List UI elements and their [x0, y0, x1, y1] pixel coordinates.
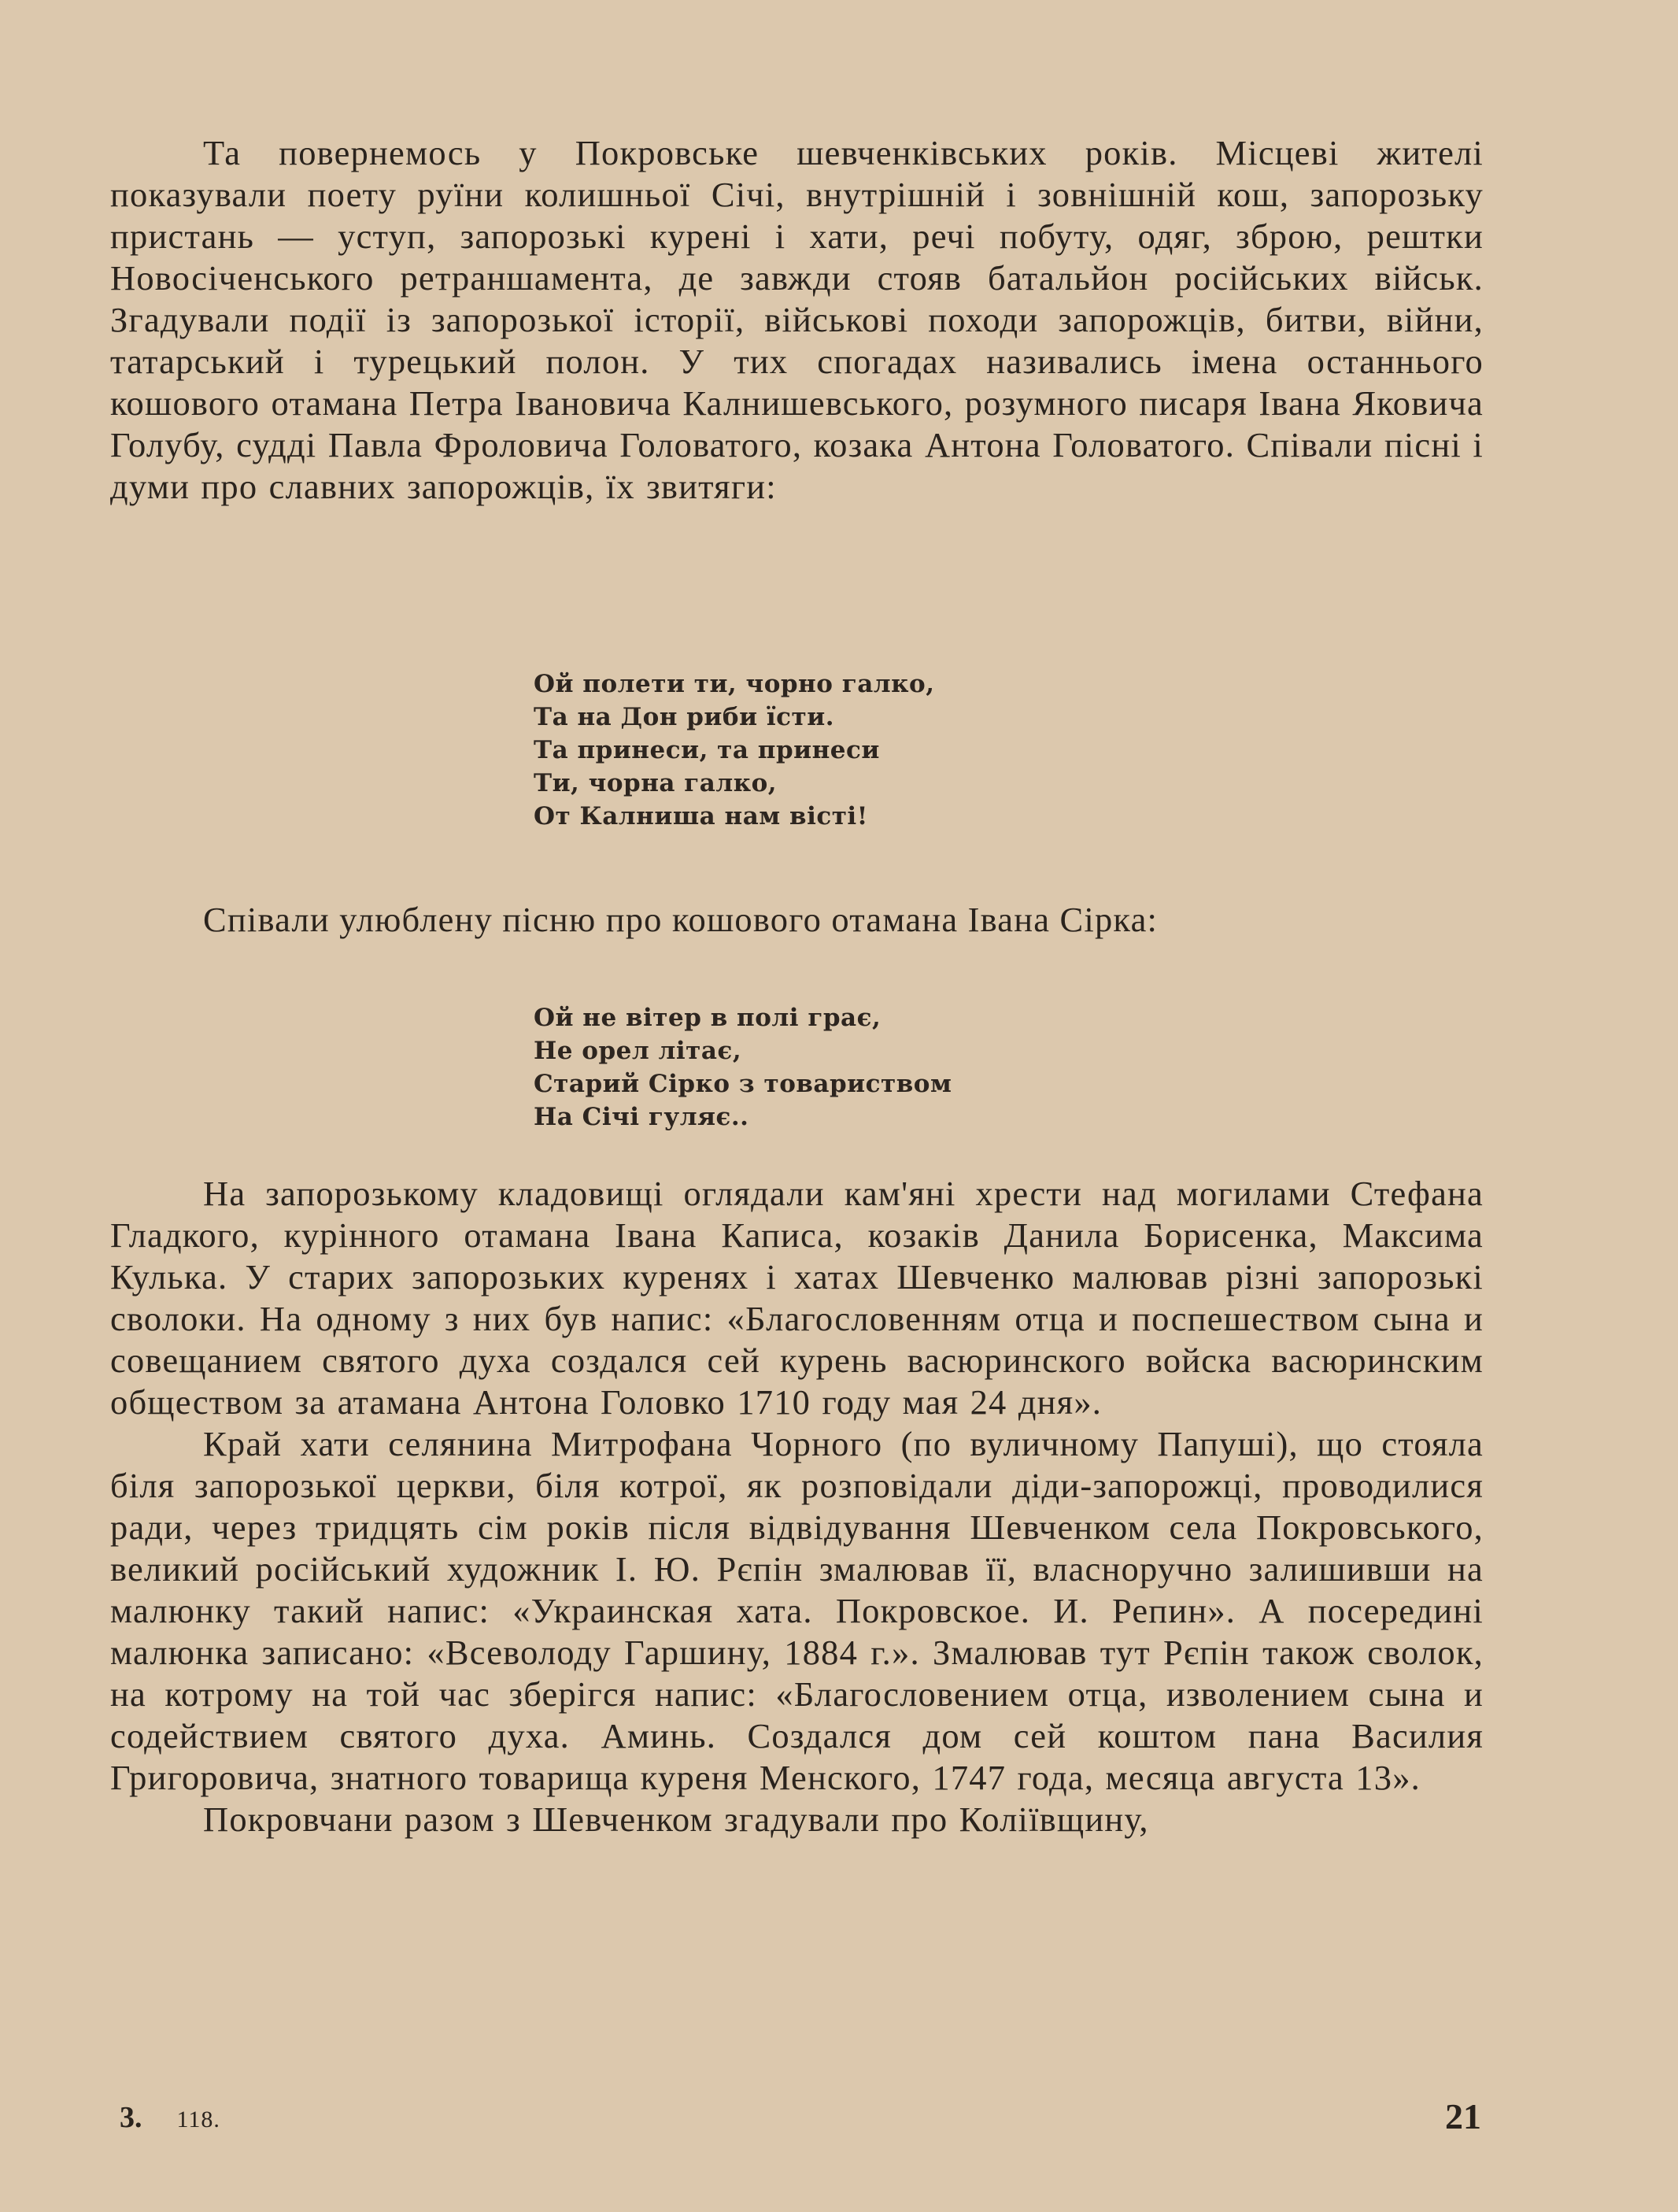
- paragraph-3: На запорозькому кладовищі оглядали кам'яні хрести над могилами Стефана Гладкого, курінного отамана Івана Каписа, козаків Данила Борисенка, Максима Кулька. У старих запорозьких куренях і хатах Шевченко малював різні запорозькі сволоки. На одному з них був напис: «Благословенням отца и поспешеством сына и совещанием святого духа создался сей курень васюринского войска васюринским обществом за атамана Антона Головко 1710 году мая 24 дня».: [110, 1174, 1484, 1422]
- verse-line: Та на Дон риби їсти.: [534, 703, 835, 731]
- verse-sirko: [534, 1001, 952, 1134]
- page-number: 21: [1445, 2096, 1481, 2136]
- text-block-1: [110, 132, 1484, 508]
- verse-line: От Калниша нам вісті!: [534, 802, 868, 830]
- paragraph-5: Покровчани разом з Шевченком згадували про Коліївщину,: [203, 1800, 1149, 1839]
- verse-line: На Січі гуляє..: [534, 1103, 749, 1131]
- paragraph-1: Та повернемось у Покровське шевченківських років. Місцеві жителі показували поету руїни колишньої Січі, внутрішній і зовнішній кош, запорозьку пристань — уступ, запорозькі курені і хати, речі побуту, одяг, зброю, рештки Новосіченського ретраншамента, де завжди стояв батальйон російських військ. Згадували події із запорозької історії, військові походи запорожців, битви, війни, татарський і турецький полон. У тих спогадах називались імена останнього кошового отамана Петра Івановича Калнишевського, розумного писаря Івана Яковича Голубу, судді Павла Фроловича Головатого, козака Антона Головатого. Співали пісні і думи про славних запорожців, їх звитяги:: [110, 133, 1484, 506]
- paragraph-4: Край хати селянина Митрофана Чорного (по вуличному Папуші), що стояла біля запорозької церкви, біля котрої, як розповідали діди-запорожці, проводилися ради, через тридцять сім років після відвідування Шевченком села Покровського, великий російський художник І. Ю. Рєпін змалював її, власноручно залишивши на малюнку такий напис: «Украинская хата. Покровское. И. Репин». А посередині малюнка записано: «Всеволоду Гаршину, 1884 г.». Змалював тут Рєпін також сволок, на котрому на той час зберігся напис: «Благословением отца, изволением сына и содействием святого духа. Аминь. Создался дом сей коштом пана Василия Григоровича, знатного товарища куреня Менского, 1747 года, месяца августа 13».: [110, 1424, 1484, 1797]
- verse-line: Ой не вітер в полі грає,: [534, 1004, 882, 1032]
- verse-line: Старий Сірко з товариством: [534, 1070, 952, 1098]
- signature-code: 118.: [176, 2107, 220, 2132]
- signature-mark: 3.: [120, 2101, 142, 2134]
- text-block-2: [110, 1173, 1484, 1840]
- printer-signature: [120, 2100, 220, 2135]
- paragraph-2: Співали улюблену пісню про кошового отамана Івана Сірка:: [203, 900, 1159, 939]
- verse-galka: [534, 668, 935, 833]
- verse-line: Та принеси, та принеси: [534, 736, 880, 764]
- verse-line: Не орел літає,: [534, 1037, 742, 1065]
- verse-line: Ой полети ти, чорно галко,: [534, 670, 935, 698]
- verse-line: Ти, чорна галко,: [534, 769, 778, 797]
